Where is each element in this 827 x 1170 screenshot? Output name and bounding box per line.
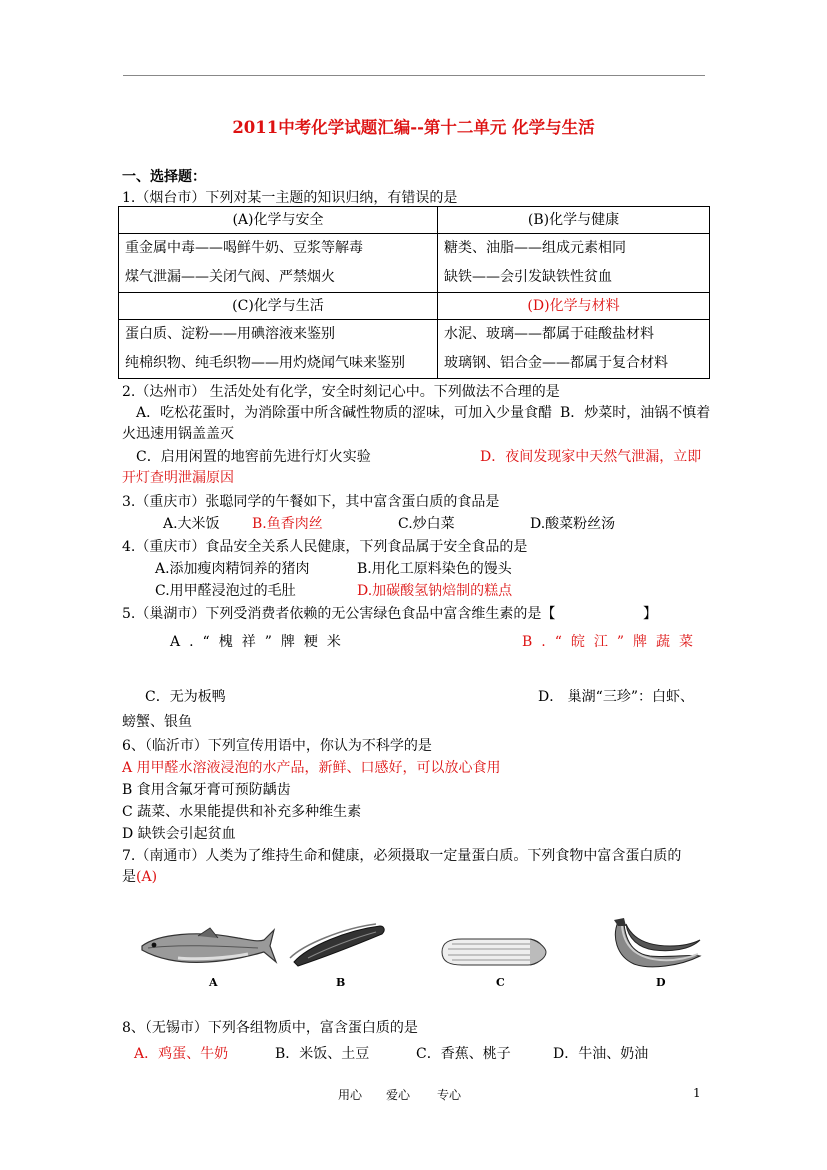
q8-option-a: A．鸡蛋、牛奶 — [134, 1046, 229, 1062]
q1-a-line1: 重金属中毒——喝鲜牛奶、豆浆等解毒 — [125, 240, 363, 256]
eggplant-image — [288, 922, 388, 968]
q7-stem-line2 — [122, 866, 157, 886]
q7-label-b: B — [336, 976, 346, 989]
q2-option-a: A．吃松花蛋时，为消除蛋中所含碱性物质的涩味，可加入少量食醋 — [136, 405, 553, 421]
q5-option-b: B.“皖江”牌蔬菜 — [522, 634, 703, 650]
q1-stem: 1.（烟台市）下列对某一主题的知识归纳，有错误的是 — [122, 190, 458, 206]
q8-option-d: D．牛油、奶油 — [553, 1046, 649, 1062]
q1-d-line1: 水泥、玻璃——都属于硅酸盐材料 — [444, 326, 654, 342]
footer-word-1: 用心 — [338, 1088, 363, 1102]
q3-option-c: C.炒白菜 — [398, 516, 455, 532]
fish-image — [138, 924, 278, 972]
q2-option-d-line2: 开灯查明泄漏原因 — [122, 470, 234, 486]
q1-d-line2: 玻璃钢、铝合金——都属于复合材料 — [444, 355, 668, 371]
q7-label-c: C — [496, 976, 505, 989]
banana-image — [610, 916, 704, 972]
page-number: 1 — [693, 1086, 701, 1100]
q4-option-c: C.用甲醛浸泡过的毛肚 — [155, 583, 296, 599]
q1-b-line1: 糖类、油脂——组成元素相同 — [444, 240, 626, 256]
q4-option-b: B.用化工原料染色的馒头 — [357, 561, 512, 577]
q1-cell-d-head: (D)化学与材料 — [438, 293, 710, 320]
q6-stem: 6、（临沂市）下列宣传用语中，你认为不科学的是 — [122, 738, 432, 754]
q7-label-a: A — [209, 976, 218, 989]
q3-option-d: D.酸菜粉丝汤 — [530, 516, 616, 532]
q1-c-line2: 纯棉织物、纯毛织物——用灼烧闻气味来鉴别 — [125, 355, 405, 371]
q7-stem-line1: 7.（南通市）人类为了维持生命和健康，必须摄取一定量蛋白质。下列食物中富含蛋白质的 — [122, 848, 682, 864]
q2-stem: 2.（达州市） 生活处处有化学，安全时刻记心中。下列做法不合理的是 — [122, 384, 560, 400]
q1-cell-a — [119, 234, 438, 293]
q1-cell-c-head: (C)化学与生活 — [119, 293, 438, 320]
footer-word-2: 爱心 — [386, 1088, 411, 1102]
q3-option-a: A.大米饭 — [163, 516, 220, 532]
q4-option-a: A.添加瘦肉精饲养的猪肉 — [155, 561, 310, 577]
q1-cell-d — [438, 320, 710, 379]
corn-image — [438, 936, 548, 968]
q4-stem: 4.（重庆市）食品安全关系人民健康，下列食品属于安全食品的是 — [122, 539, 528, 555]
q6-option-a: A 用甲醛水溶液浸泡的水产品，新鲜、口感好，可以放心食用 — [122, 760, 501, 776]
q5-option-a: A.“槐祥”牌粳米 — [170, 634, 350, 650]
q1-c-line1: 蛋白质、淀粉——用碘溶液来鉴别 — [125, 326, 335, 342]
q8-option-c: C．香蕉、桃子 — [416, 1046, 511, 1062]
q7-stem-tail: 是 — [122, 869, 136, 885]
q8-stem: 8、（无锡市）下列各组物质中，富含蛋白质的是 — [122, 1020, 418, 1036]
q5-bracket-end: 】 — [643, 606, 657, 622]
q6-option-c: C 蔬菜、水果能提供和补充多种维生素 — [122, 804, 362, 820]
q5-option-c: C．无为板鸭 — [145, 689, 226, 705]
q2-option-b-line2: 火迅速用锅盖盖灭 — [122, 426, 234, 442]
q5-option-d-line1: D． 巢湖“三珍”：白虾、 — [538, 689, 694, 705]
q2-option-c: C．启用闲置的地窖前先进行灯火实验 — [136, 449, 371, 465]
q1-cell-c — [119, 320, 438, 379]
q1-cell-b — [438, 234, 710, 293]
q3-option-b: B.鱼香肉丝 — [252, 516, 323, 532]
q1-cell-b-head: (B)化学与健康 — [438, 207, 710, 234]
q6-option-b: B 食用含氟牙膏可预防龋齿 — [122, 782, 291, 798]
q3-stem: 3.（重庆市）张聪同学的午餐如下，其中富含蛋白质的食品是 — [122, 494, 500, 510]
section-heading: 一、选择题： — [122, 169, 206, 185]
page-title: 2011中考化学试题汇编--第十二单元 化学与生活 — [232, 118, 595, 137]
q5-option-d-line2: 螃蟹、银鱼 — [122, 714, 192, 730]
q4-option-d: D.加碳酸氢钠焙制的糕点 — [357, 583, 513, 599]
q7-label-d: D — [656, 976, 666, 989]
q6-option-d: D 缺铁会引起贫血 — [122, 826, 236, 842]
q8-option-b: B．米饭、土豆 — [275, 1046, 370, 1062]
header-rule — [123, 75, 705, 76]
q5-stem: 5.（巢湖市）下列受消费者依赖的无公害绿色食品中富含维生素的是【 — [122, 606, 556, 622]
q2-option-d-line1: D．夜间发现家中天然气泄漏，立即 — [480, 449, 702, 465]
q1-table — [118, 206, 710, 379]
q2-option-b-line1: B．炒菜时，油锅不慎着 — [560, 405, 711, 421]
q1-a-line2: 煤气泄漏——关闭气阀、严禁烟火 — [125, 269, 335, 285]
q7-answer: (A) — [136, 869, 158, 885]
footer-word-3: 专心 — [437, 1088, 462, 1102]
q1-b-line2: 缺铁——会引发缺铁性贫血 — [444, 269, 612, 285]
q1-cell-a-head: (A)化学与安全 — [119, 207, 438, 234]
